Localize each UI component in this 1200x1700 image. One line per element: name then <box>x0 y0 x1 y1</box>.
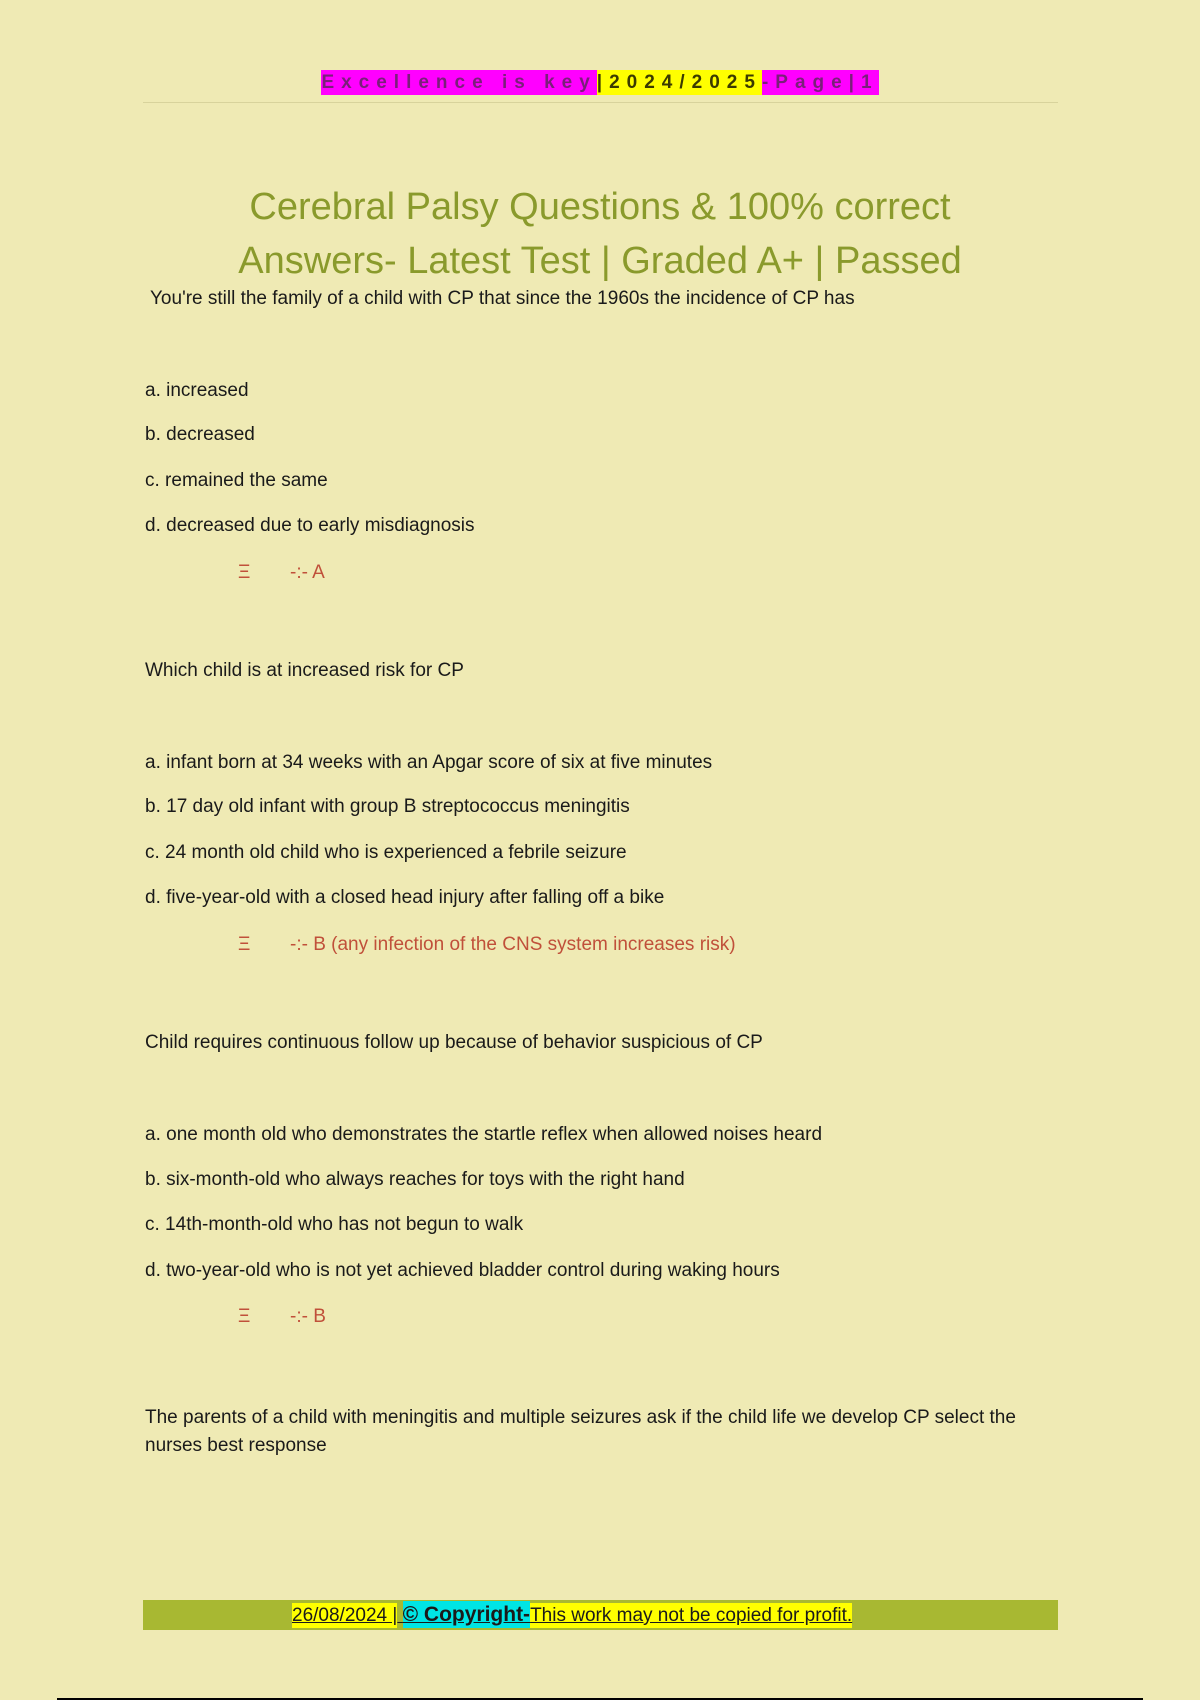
answer-marker-icon: Ξ <box>238 1306 251 1327</box>
question-2-option-a: a. infant born at 34 weeks with an Apgar score of six at five minutes <box>145 752 713 773</box>
question-3-answer <box>238 1306 326 1328</box>
question-3-text: Child requires continuous follow up because of behavior suspicious of CP <box>145 1032 763 1053</box>
header-divider <box>143 102 1058 103</box>
header-motto: Excellence is key <box>321 72 597 93</box>
question-4-text: The parents of a child with meningitis and multiple seizures ask if the child life we develop CP select the nurses best response <box>145 1407 1016 1456</box>
question-1-text: You're still the family of a child with CP that since the 1960s the incidence of CP has <box>150 288 855 309</box>
question-1-option-b: b. decreased <box>145 424 255 445</box>
answer-marker-icon: Ξ <box>238 934 251 955</box>
answer-marker-icon: Ξ <box>238 562 251 583</box>
question-2-option-d: d. five-year-old with a closed head injury after falling off a bike <box>145 887 665 908</box>
footer-copyright: © Copyright- <box>402 1603 531 1626</box>
footer-notice <box>292 1603 852 1627</box>
page-header <box>0 72 1200 94</box>
question-1-option-a: a. increased <box>145 380 249 401</box>
question-2-option-b: b. 17 day old infant with group B streptococcus meningitis <box>145 796 630 817</box>
question-2-text: Which child is at increased risk for CP <box>145 660 464 681</box>
question-2-answer-text: -:- B (any infection of the CNS system increases risk) <box>290 934 736 955</box>
title-line-2: Answers- Latest Test | Graded A+ | Passed <box>238 240 962 282</box>
question-1-option-c: c. remained the same <box>145 470 328 491</box>
question-1-answer <box>238 562 325 584</box>
header-separator: | <box>596 72 610 93</box>
title-line-1: Cerebral Palsy Questions & 100% correct <box>249 186 951 228</box>
question-3-answer-text: -:- B <box>290 1306 326 1327</box>
question-2-answer <box>238 934 736 956</box>
question-3-option-d: d. two-year-old who is not yet achieved bladder control during waking hours <box>145 1260 780 1281</box>
question-2-option-c: c. 24 month old child who is experienced a febrile seizure <box>145 842 627 863</box>
question-1-option-d: d. decreased due to early misdiagnosis <box>145 515 475 536</box>
question-3-option-c: c. 14th-month-old who has not begun to walk <box>145 1214 524 1235</box>
question-3-option-b: b. six-month-old who always reaches for toys with the right hand <box>145 1169 685 1190</box>
document-title <box>0 180 1200 288</box>
footer-copy-notice: This work may not be copied for profit. <box>530 1605 853 1626</box>
question-1-answer-text: -:- A <box>290 562 325 583</box>
question-3-option-a: a. one month old who demonstrates the startle reflex when allowed noises heard <box>145 1124 823 1145</box>
header-year: 2024/2025 <box>609 72 762 93</box>
header-page-number: -Page|1 <box>761 72 879 93</box>
footer-date: 26/08/2024 | <box>292 1605 398 1626</box>
